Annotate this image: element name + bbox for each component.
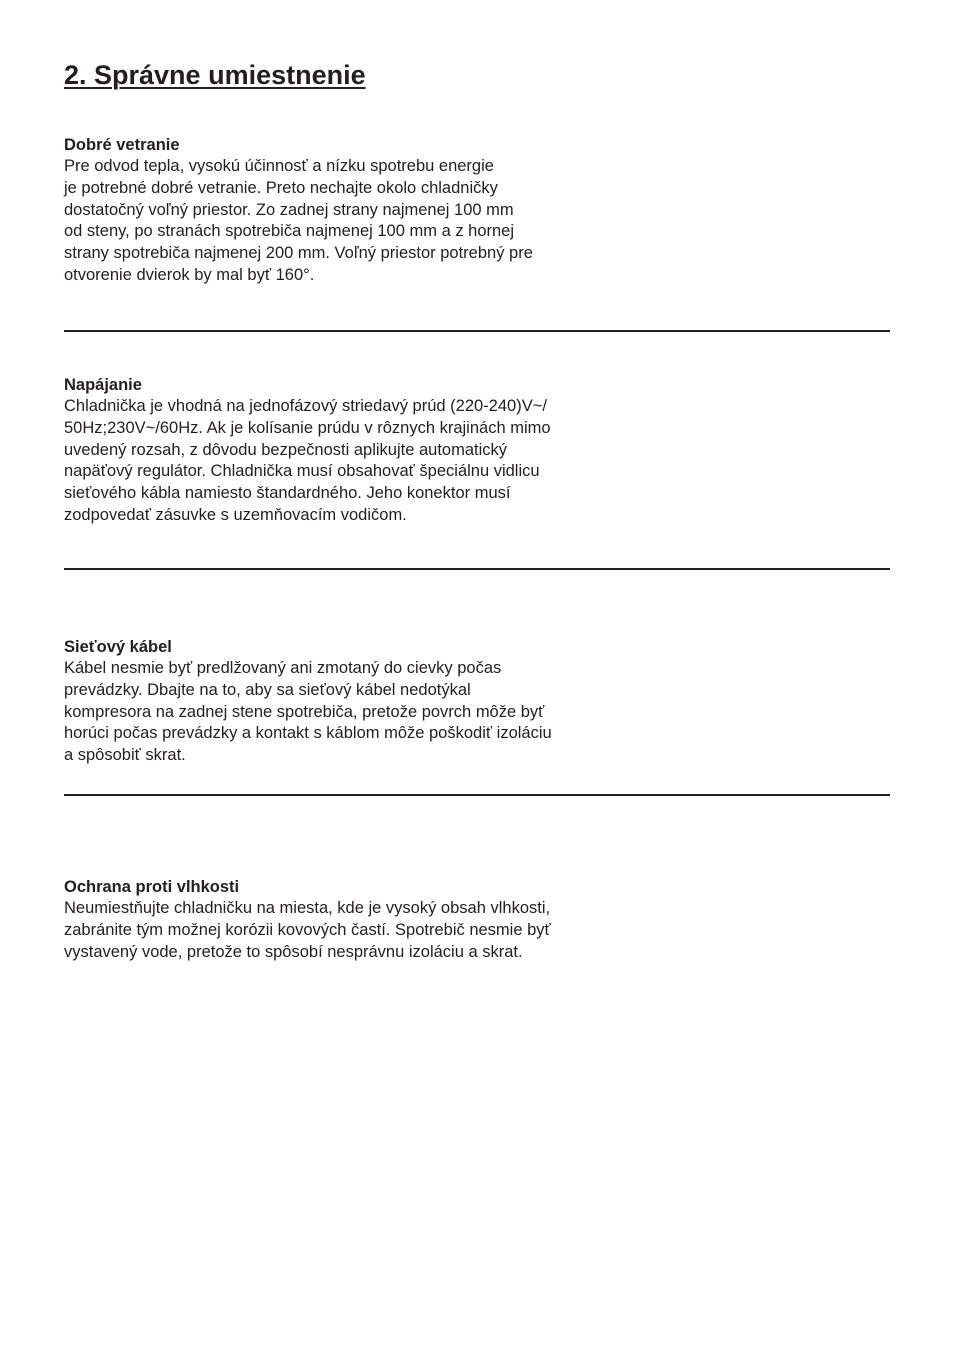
section-divider xyxy=(64,568,890,570)
paragraph-line: Kábel nesmie byť predlžovaný ani zmotaný do cievky počas xyxy=(64,659,502,677)
paragraph-line: vystavený vode, pretože to spôsobí nesprávnu izoláciu a skrat. xyxy=(64,942,523,961)
paragraph-line: je potrebné dobré vetranie. Preto nechajte okolo chladničky xyxy=(64,178,498,197)
paragraph-line: Neumiestňujte chladničku na miesta, kde je vysoký obsah vlhkosti, xyxy=(64,899,551,917)
paragraph-line: uvedený rozsah, z dôvodu bezpečnosti aplikujte automatický xyxy=(64,440,508,459)
section-good-ventilation xyxy=(64,134,644,287)
section-heading: Napájanie xyxy=(64,376,142,394)
paragraph-line: zabránite tým možnej korózii kovových častí. Spotrebič nesmie byť xyxy=(64,920,551,939)
paragraph-line: zodpovedať zásuvke s uzemňovacím vodičom. xyxy=(64,505,407,524)
page-title: 2. Správne umiestnenie xyxy=(64,60,366,90)
paragraph-line: od steny, po stranách spotrebiča najmenej 100 mm a z hornej xyxy=(64,222,515,241)
paragraph-line: horúci počas prevádzky a kontakt s káblom môže poškodiť izoláciu xyxy=(64,724,552,743)
paragraph-line: kompresora na zadnej stene spotrebiča, pretože povrch môže byť xyxy=(64,702,545,721)
paragraph-line: sieťového kábla namiesto štandardného. Jeho konektor musí xyxy=(64,484,511,503)
paragraph-line: otvorenie dvierok by mal byť 160°. xyxy=(64,265,315,284)
paragraph-line: napäťový regulátor. Chladnička musí obsahovať špeciálnu vidlicu xyxy=(64,462,540,481)
section-heading: Dobré vetranie xyxy=(64,136,180,154)
section-power-cable xyxy=(64,636,644,767)
section-moisture-protection xyxy=(64,876,644,963)
paragraph-line: Chladnička je vhodná na jednofázový striedavý prúd (220-240)V~/ xyxy=(64,397,547,415)
paragraph-line: strany spotrebiča najmenej 200 mm. Voľný priestor potrebný pre xyxy=(64,244,533,263)
section-divider xyxy=(64,794,890,796)
section-power-supply xyxy=(64,374,644,527)
paragraph-line: dostatočný voľný priestor. Zo zadnej strany najmenej 100 mm xyxy=(64,200,514,219)
paragraph-line: 50Hz;230V~/60Hz. Ak je kolísanie prúdu v rôznych krajinách mimo xyxy=(64,418,551,437)
section-heading: Sieťový kábel xyxy=(64,638,172,656)
section-heading: Ochrana proti vlhkosti xyxy=(64,878,240,896)
section-divider xyxy=(64,330,890,332)
paragraph-line: Pre odvod tepla, vysokú účinnosť a nízku spotrebu energie xyxy=(64,157,494,175)
paragraph-line: a spôsobiť skrat. xyxy=(64,746,186,765)
paragraph-line: prevádzky. Dbajte na to, aby sa sieťový kábel nedotýkal xyxy=(64,680,471,699)
